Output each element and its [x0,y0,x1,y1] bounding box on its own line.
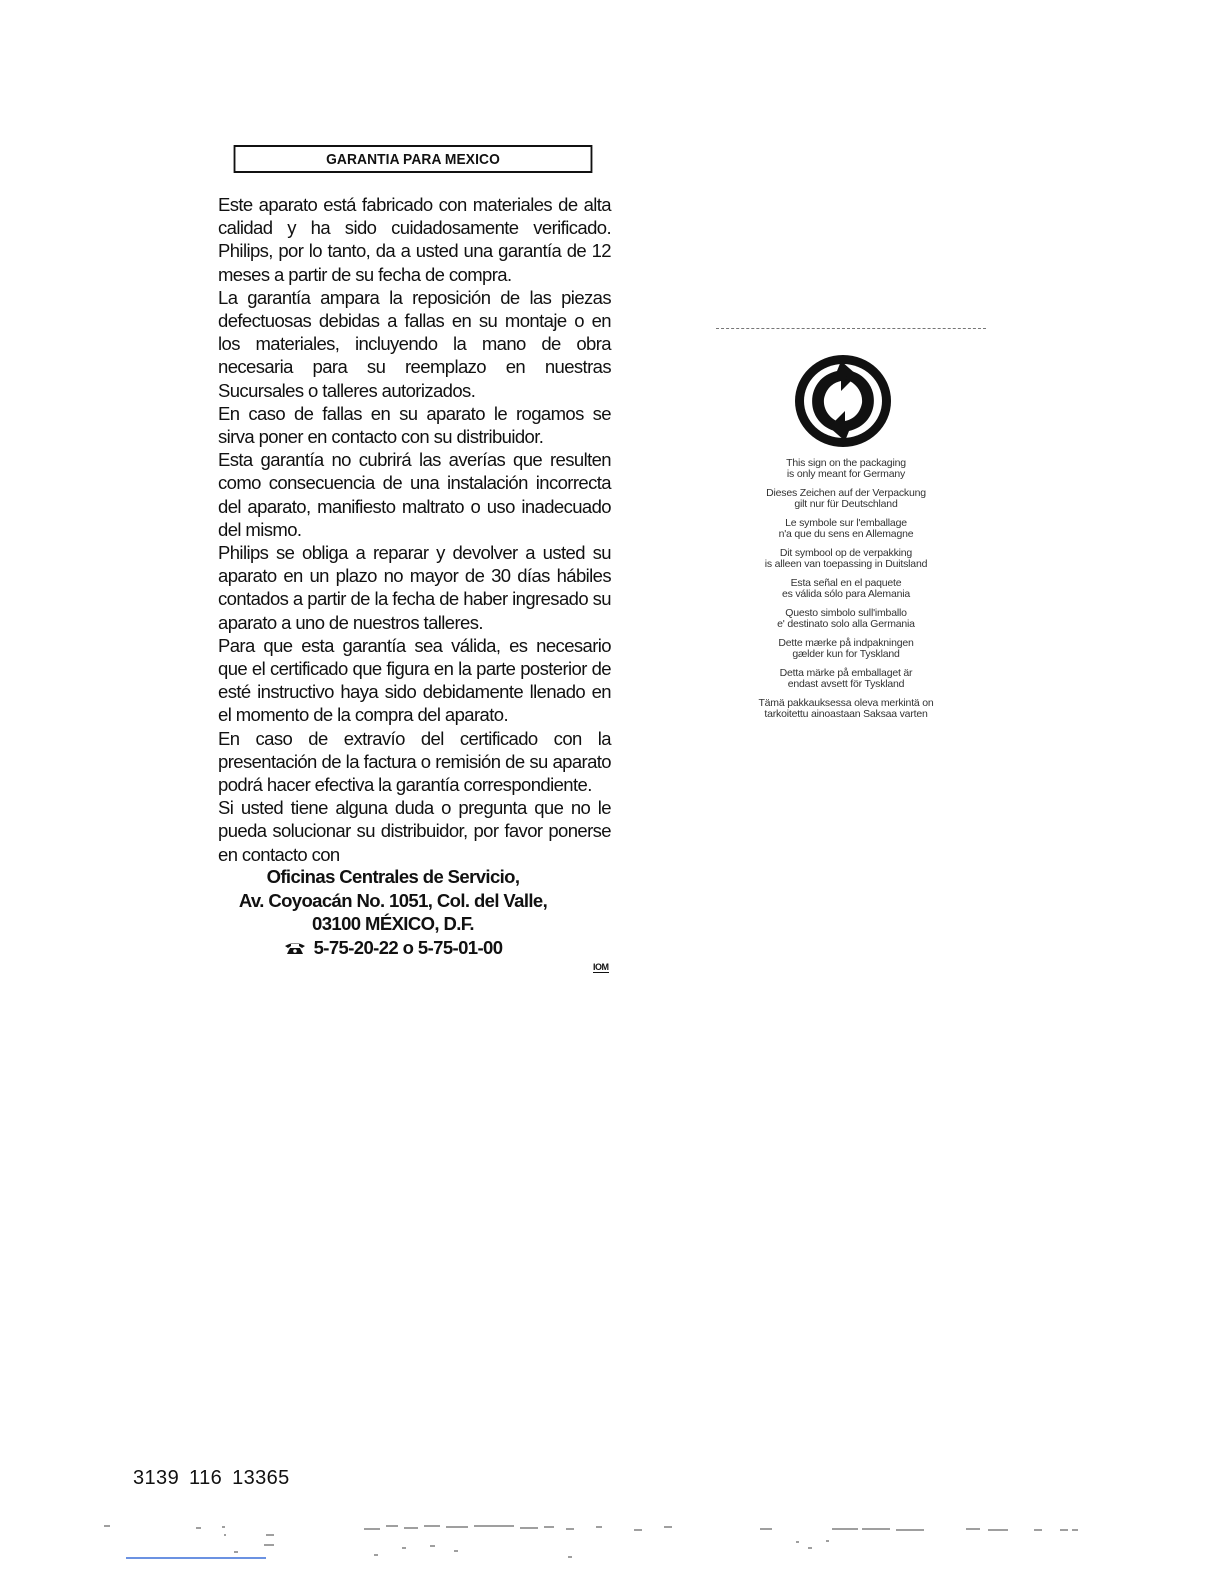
note-line: es válida sólo para Alemania [781,587,911,600]
language-mark: IOM [593,962,609,972]
note [716,578,976,599]
note-line: Le symbole sur l'emballage [785,517,907,529]
warranty-body [218,193,611,866]
divider [716,328,986,329]
office-line: 03100 MÉXICO, D.F. [312,913,474,934]
note [716,458,976,479]
note-line: This sign on the packaging [786,457,906,469]
paragraph: Philips se obliga a reparar y devolver a usted su aparato en un plazo no mayor de 30 días hábiles contados a partir de la fecha de haber ingresado su aparato a uno de nuestros talleres. [218,542,611,633]
paragraph: Si usted tiene alguna duda o pregunta que no le pueda solucionar su distribuidor, por favor ponerse en contacto con [218,797,611,865]
note-line: Dette mærke på indpakningen [778,637,914,649]
paragraph: La garantía ampara la reposición de las piezas defectuosas debidas a fallas en su montaje o en los materiales, incluyendo la mano de obra necesaria para su reemplazo en nuestras Sucursales o talleres autorizados. [218,286,611,401]
office-phone-row [218,936,568,960]
note-line: gælder kun for Tyskland [792,647,900,660]
note-line: e' destinato solo alla Germania [777,617,915,630]
note-line: tarkoitettu ainoastaan Saksaa varten [764,707,928,720]
note-line: Esta señal en el paquete [790,577,902,589]
telephone-icon [284,941,306,955]
service-office-address [218,865,568,959]
page-title-box [234,145,593,173]
scan-artifacts [0,1515,1224,1584]
note [716,668,976,689]
note [716,608,976,629]
note-line: Questo simbolo sull'imballo [785,607,907,619]
note-line: gilt nur für Deutschland [794,497,898,510]
note [716,638,976,659]
note-line: Detta märke på emballaget är [779,667,913,679]
note-line: n'a que du sens en Allemagne [778,527,914,540]
office-line: Av. Coyoacán No. 1051, Col. del Valle, [238,889,548,911]
part-number: 3139 116 13365 [133,1467,290,1489]
paragraph: En caso de fallas en su aparato le rogamos se sirva poner en contacto con su distribuidor. [218,402,611,448]
green-dot-notes [716,458,976,728]
note-line: is only meant for Germany [786,467,906,480]
note [716,698,976,719]
paragraph: Para que esta garantía sea válida, es necesario que el certificado que figura en la parte posterior de esté instructivo haya sido debidamente llenado en el momento de la compra del aparato. [218,634,611,726]
office-phone: 5-75-20-22 o 5-75-01-00 [313,936,503,958]
note [716,488,976,509]
note-line: Tämä pakkauksessa oleva merkintä on [758,697,934,709]
note [716,518,976,539]
note [716,548,976,569]
paragraph: Esta garantía no cubrirá las averías que resulten como consecuencia de una instalación incorrecta del aparato, manifiesto maltrato o uso inadecuado del mismo. [218,449,611,540]
page-title: GARANTIA PARA MEXICO [326,150,500,168]
green-dot-recycling-icon [793,353,893,449]
note-line: Dieses Zeichen auf der Verpackung [766,487,926,499]
paragraph: En caso de extravío del certificado con la presentación de la factura o remisión de su aparato podrá hacer efectiva la garantía correspondiente. [218,727,611,796]
note-line: endast avsett för Tyskland [787,677,905,690]
note-line: Dit symbool op de verpakking [779,547,913,559]
paragraph: Este aparato está fabricado con materiales de alta calidad y ha sido cuidadosamente verificado. Philips, por lo tanto, da a usted una garantía de 12 meses a partir de su fecha de compra. [218,194,611,285]
office-line: Oficinas Centrales de Servicio, [266,866,520,887]
note-line: is alleen van toepassing in Duitsland [764,557,928,570]
